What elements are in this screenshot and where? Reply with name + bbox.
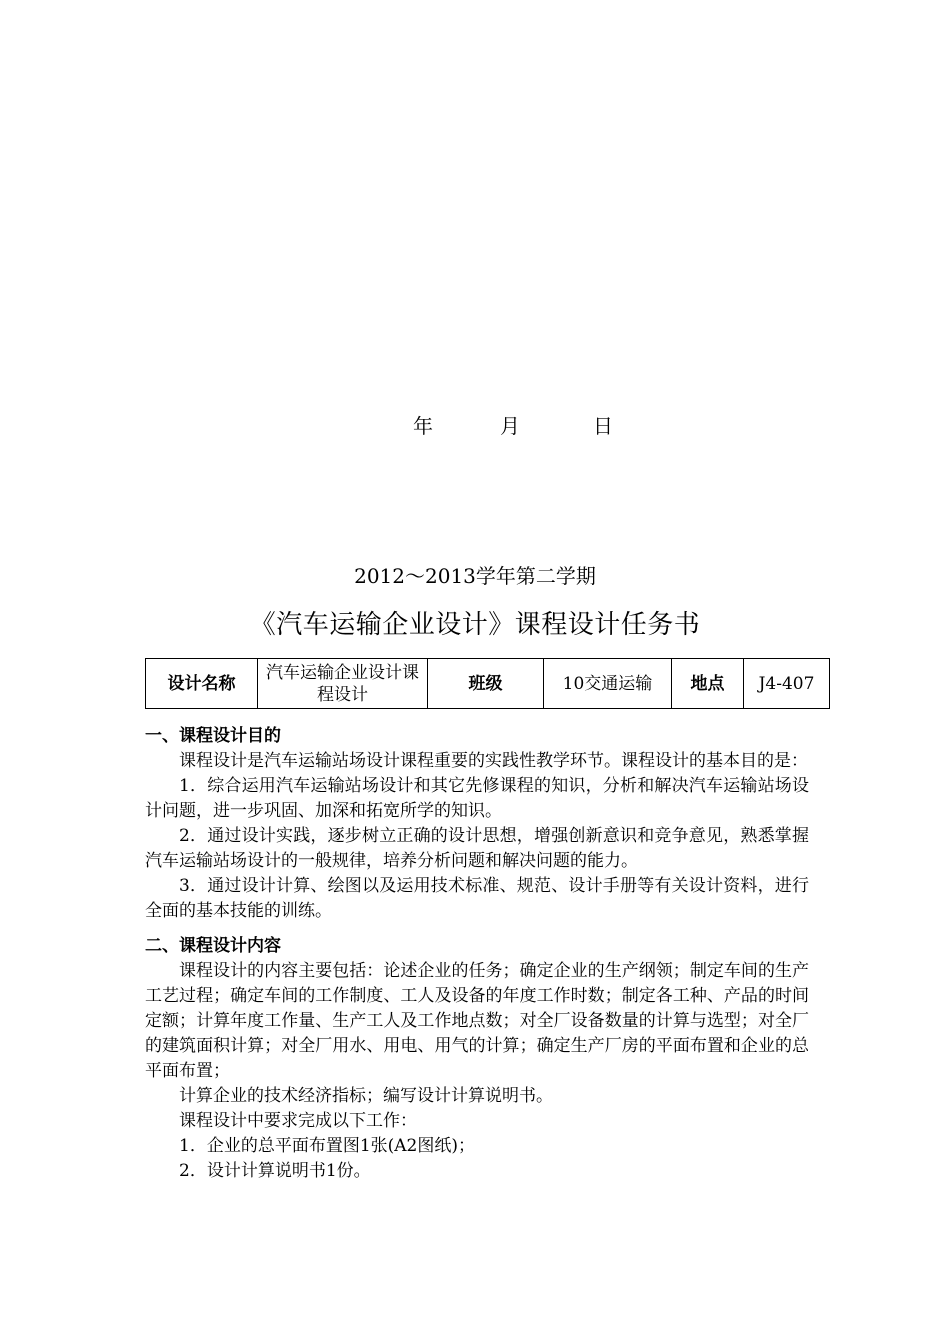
section-heading-content: 二、课程设计内容 bbox=[145, 936, 281, 956]
date-year-label: 年 bbox=[413, 414, 433, 438]
table-row bbox=[146, 659, 830, 709]
semester-heading: 2012～2013学年第二学期 bbox=[354, 564, 596, 588]
date-month-label: 月 bbox=[500, 414, 520, 438]
document-body bbox=[145, 724, 809, 1184]
class-value: 10交通运输 bbox=[544, 659, 672, 709]
paragraph: 1．综合运用汽车运输站场设计和其它先修课程的知识，分析和解决汽车运输站场设计问题，进一步巩固、加深和拓宽所学的知识。 bbox=[145, 776, 809, 821]
paragraph: 计算企业的技术经济指标；编写设计计算说明书。 bbox=[179, 1086, 553, 1106]
location-value: J4-407 bbox=[744, 659, 830, 709]
paragraph: 1．企业的总平面布置图1张(A2图纸)； bbox=[179, 1136, 475, 1156]
paragraph: 3．通过设计计算、绘图以及运用技术标准、规范、设计手册等有关设计资料，进行全面的基本技能的训练。 bbox=[145, 876, 809, 921]
class-label: 班级 bbox=[428, 659, 544, 709]
design-name-label: 设计名称 bbox=[146, 659, 258, 709]
course-info-table bbox=[145, 658, 830, 709]
section-spacer bbox=[145, 924, 809, 934]
paragraph: 课程设计中要求完成以下工作： bbox=[179, 1111, 417, 1131]
design-name-value: 汽车运输企业设计课程设计 bbox=[258, 659, 428, 709]
date-day-label: 日 bbox=[593, 414, 613, 438]
paragraph: 课程设计的内容主要包括：论述企业的任务；确定企业的生产纲领；制定车间的生产工艺过程；确定车间的工作制度、工人及设备的年度工作时数；制定各工种、产品的时间定额；计算年度工作量、生产工人及工作地点数；对全厂设备数量的计算与选型；对全厂的建筑面积计算；对全厂用水、用电、用气的计算；确定生产厂房的平面布置和企业的总平面布置； bbox=[145, 961, 809, 1081]
paragraph: 课程设计是汽车运输站场设计课程重要的实践性教学环节。课程设计的基本目的是： bbox=[179, 751, 808, 771]
location-label: 地点 bbox=[672, 659, 744, 709]
paragraph: 2．设计计算说明书1份。 bbox=[179, 1161, 371, 1181]
date-line bbox=[0, 410, 950, 438]
document-title: 《汽车运输企业设计》课程设计任务书 bbox=[249, 610, 701, 640]
paragraph: 2．通过设计实践，逐步树立正确的设计思想，增强创新意识和竞争意见，熟悉掌握汽车运输站场设计的一般规律，培养分析问题和解决问题的能力。 bbox=[145, 826, 809, 871]
section-heading-purpose: 一、课程设计目的 bbox=[145, 726, 281, 746]
